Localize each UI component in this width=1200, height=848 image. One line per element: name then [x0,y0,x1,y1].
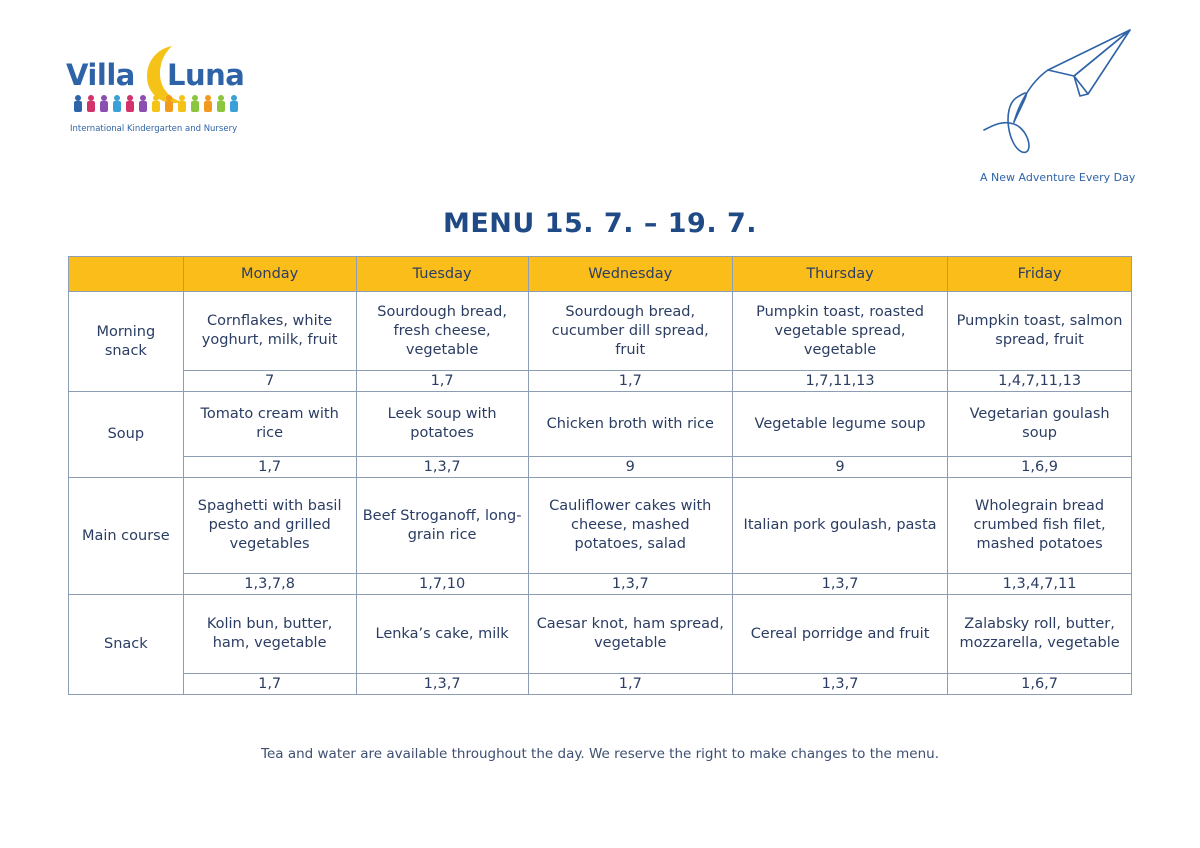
allergen-cell: 1,3,7 [732,574,947,595]
meal-cell: Lenka’s cake, milk [356,595,528,674]
allergen-cell: 9 [732,457,947,478]
allergen-cell: 7 [183,371,356,392]
meal-cell: Pumpkin toast, roasted vegetable spread, vegetable [732,292,947,371]
logo-word-villa: Villa [66,58,135,92]
allergen-row [69,674,1132,695]
meal-cell: Sourdough bread, fresh cheese, vegetable [356,292,528,371]
meal-cell: Zalabsky roll, butter, mozzarella, vegetable [948,595,1132,674]
allergen-cell: 1,3,7 [356,674,528,695]
meal-cell: Chicken broth with rice [528,392,732,457]
allergen-row [69,371,1132,392]
table-header-row [69,257,1132,292]
header-day: Friday [948,257,1132,292]
meal-cell: Caesar knot, ham spread, vegetable [528,595,732,674]
meal-cell: Cauliflower cakes with cheese, mashed potatoes, salad [528,478,732,574]
allergen-cell: 1,7 [356,371,528,392]
children-icon [70,94,240,114]
meal-cell: Spaghetti with basil pesto and grilled vegetables [183,478,356,574]
meal-cell: Wholegrain bread crumbed fish filet, mashed potatoes [948,478,1132,574]
allergen-cell: 1,6,7 [948,674,1132,695]
meal-cell: Cornflakes, white yoghurt, milk, fruit [183,292,356,371]
allergen-cell: 1,6,9 [948,457,1132,478]
allergen-cell: 1,7 [183,674,356,695]
meal-cell: Italian pork goulash, pasta [732,478,947,574]
table-row [69,478,1132,574]
allergen-cell: 9 [528,457,732,478]
page-title: MENU 15. 7. – 19. 7. [442,208,758,239]
header-day: Monday [183,257,356,292]
allergen-cell: 1,3,4,7,11 [948,574,1132,595]
meal-cell: Pumpkin toast, salmon spread, fruit [948,292,1132,371]
row-label: Snack [69,595,184,695]
meal-cell: Sourdough bread, cucumber dill spread, fruit [528,292,732,371]
table-row [69,292,1132,371]
paper-plane-icon [980,26,1140,161]
allergen-row [69,574,1132,595]
allergen-cell: 1,3,7 [528,574,732,595]
allergen-row [69,457,1132,478]
table-row [69,392,1132,457]
row-label: Main course [69,478,184,595]
header-corner [69,257,184,292]
allergen-cell: 1,7 [183,457,356,478]
allergen-cell: 1,3,7 [732,674,947,695]
meal-cell: Vegetarian goulash soup [948,392,1132,457]
header-day: Thursday [732,257,947,292]
table-row [69,595,1132,674]
logo-word-luna: Luna [167,58,245,92]
allergen-cell: 1,3,7 [356,457,528,478]
allergen-cell: 1,4,7,11,13 [948,371,1132,392]
header-day: Tuesday [356,257,528,292]
allergen-cell: 1,7,10 [356,574,528,595]
meal-cell: Tomato cream with rice [183,392,356,457]
logo-subtitle: International Kindergarten and Nursery [70,124,238,134]
allergen-cell: 1,3,7,8 [183,574,356,595]
meal-cell: Leek soup with potatoes [356,392,528,457]
header-day: Wednesday [528,257,732,292]
footer-note: Tea and water are available throughout the day. We reserve the right to make changes to the menu. [261,746,939,762]
row-label: Soup [69,392,184,478]
allergen-cell: 1,7,11,13 [732,371,947,392]
meal-cell: Kolin bun, butter, ham, vegetable [183,595,356,674]
villa-luna-logo [66,44,246,140]
menu-table [68,256,1132,695]
allergen-cell: 1,7 [528,371,732,392]
meal-cell: Cereal porridge and fruit [732,595,947,674]
row-label: Morning snack [69,292,184,392]
allergen-cell: 1,7 [528,674,732,695]
meal-cell: Vegetable legume soup [732,392,947,457]
meal-cell: Beef Stroganoff, long-grain rice [356,478,528,574]
tagline: A New Adventure Every Day [980,171,1136,184]
